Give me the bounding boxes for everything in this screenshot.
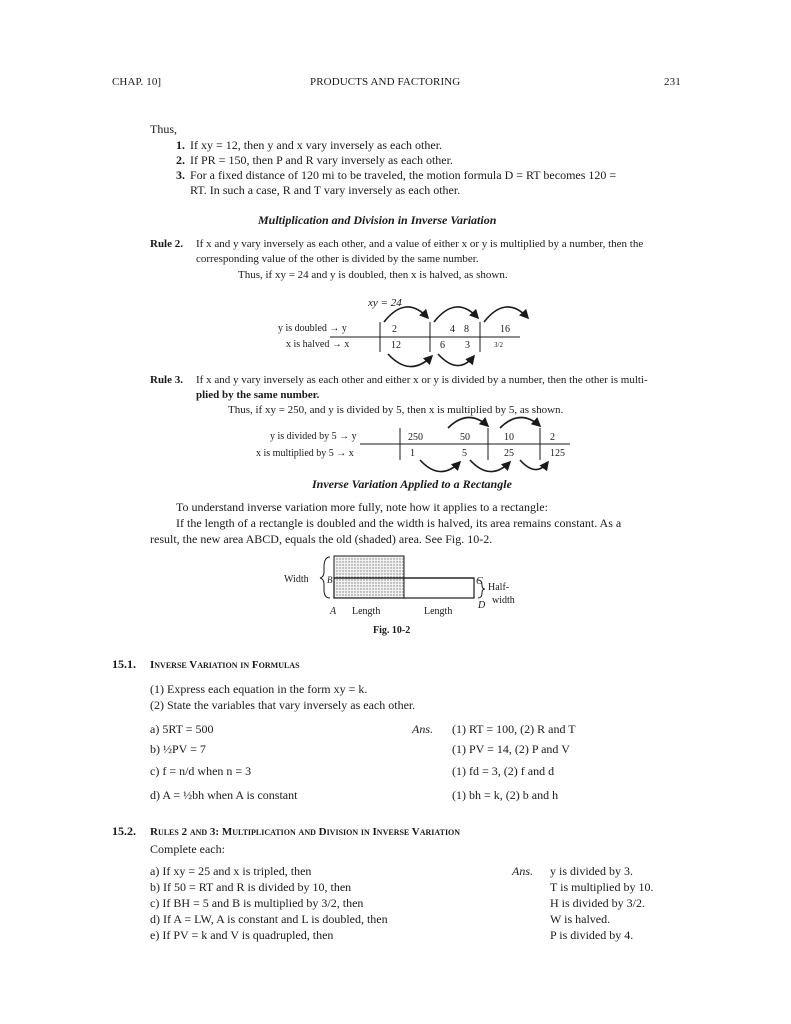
question-item: c) If BH = 5 and B is multiplied by 3/2, then [150,896,364,910]
thus-item-number: 1. [176,138,185,152]
x-value: 1 [410,448,415,459]
x-value: 12 [391,340,401,351]
problem-instruction: (1) Express each equation in the form xy = k. [150,682,368,696]
problem-title: Rules 2 and 3: Multiplication and Division in Inverse Variation [150,826,461,838]
answer-item: (1) RT = 100, (2) R and T [452,722,576,736]
rule-text: If x and y vary inversely as each other, and a value of either x or y is multiplied by a number, then the [196,238,644,250]
thus-item-number: 3. [176,168,185,182]
y-value: 16 [500,324,510,335]
y-value: 50 [460,432,470,443]
rule-text: If x and y vary inversely as each other and either x or y is divided by a number, then the other is multi- [196,374,648,386]
length-label: Length [352,606,381,617]
question-item: d) If A = LW, A is constant and L is doubled, then [150,912,388,926]
answer-item: y is divided by 3. [550,864,633,878]
y-value: 10 [504,432,514,443]
answer-item: P is divided by 4. [550,928,634,942]
x-value: 3/2 [494,341,503,349]
page-number: 231 [664,76,681,88]
answer-item: H is divided by 3/2. [550,896,645,910]
chapter-label: CHAP. 10] [112,76,162,88]
point-b-label: B [327,575,333,585]
answer-item: T is multiplied by 10. [550,880,654,894]
y-value: 250 [408,432,423,443]
x-value: 25 [504,448,514,459]
rule-label: Rule 3. [150,374,183,386]
running-title: PRODUCTS AND FACTORING [310,76,461,88]
answer-item: (1) bh = k, (2) b and h [452,788,559,802]
point-c-label: C [476,576,483,587]
answer-label: Ans. [412,722,433,736]
half-width-label-line1: Half- [488,582,510,593]
problem-number: 15.2. [112,824,136,838]
figure-caption: Fig. 10-2 [373,625,411,636]
rule-example: Thus, if xy = 24 and y is doubled, then x is halved, as shown. [238,269,508,281]
row-label-x: x is halved → x [286,339,350,350]
y-value: 8 [464,324,469,335]
row-label-x: x is multiplied by 5 → x [256,448,354,459]
problem-instruction: Complete each: [150,842,225,856]
x-value: 6 [440,340,445,351]
half-width-label-line2: width [492,595,515,606]
problem-instruction: (2) State the variables that vary inversely as each other. [150,698,416,712]
width-label: Width [284,574,309,585]
point-d-label: D [478,600,486,611]
x-value: 3 [465,340,470,351]
rule-text: corresponding value of the other is divided by the same number. [196,253,479,265]
answer-item: (1) fd = 3, (2) f and d [452,764,555,778]
length-label: Length [424,606,453,617]
thus-item-number: 2. [176,153,185,167]
body-paragraph-line: result, the new area ABCD, equals the old (shaded) area. See Fig. 10-2. [150,532,493,546]
x-value: 125 [550,448,565,459]
shaded-original-rectangle [334,556,404,598]
body-paragraph-line: To understand inverse variation more fully, note how it applies to a rectangle: [176,500,548,514]
row-label-y: y is doubled → y [278,323,347,334]
thus-item-text: For a fixed distance of 120 mi to be traveled, the motion formula D = RT becomes 120 = [190,168,617,182]
rule-label: Rule 2. [150,238,183,250]
rule-example: Thus, if xy = 250, and y is divided by 5, then x is multiplied by 5, as shown. [228,404,564,416]
body-paragraph-line: If the length of a rectangle is doubled and the width is halved, its area remains constant. As a [176,516,622,530]
thus-intro: Thus, [150,122,177,136]
section-heading: Multiplication and Division in Inverse Variation [258,213,497,227]
problem-title: Inverse Variation in Formulas [150,659,300,671]
row-label-y: y is divided by 5 → y [270,431,357,442]
answer-label: Ans. [512,864,533,878]
question-item: a) If xy = 25 and x is tripled, then [150,864,312,878]
section-heading: Inverse Variation Applied to a Rectangle [312,477,512,491]
problem-number: 15.1. [112,657,136,671]
question-item: b) ½PV = 7 [150,742,206,756]
question-item: d) A = ½bh when A is constant [150,788,298,802]
rule-text: plied by the same number. [196,389,320,401]
equation-label: xy = 24 [368,297,402,309]
thus-item-text-continued: RT. In such a case, R and T vary inversely as each other. [190,183,461,197]
question-item: e) If PV = k and V is quadrupled, then [150,928,334,942]
y-value: 4 [450,324,455,335]
question-item: a) 5RT = 500 [150,722,214,736]
question-item: c) f = n/d when n = 3 [150,764,252,778]
thus-item-text: If xy = 12, then y and x vary inversely as each other. [190,138,443,152]
thus-item-text: If PR = 150, then P and R vary inversely as each other. [190,153,453,167]
y-value: 2 [392,324,397,335]
answer-item: W is halved. [550,912,611,926]
x-value: 5 [462,448,467,459]
answer-item: (1) PV = 14, (2) P and V [452,742,570,756]
y-value: 2 [550,432,555,443]
question-item: b) If 50 = RT and R is divided by 10, then [150,880,352,894]
point-a-label: A [330,606,337,617]
